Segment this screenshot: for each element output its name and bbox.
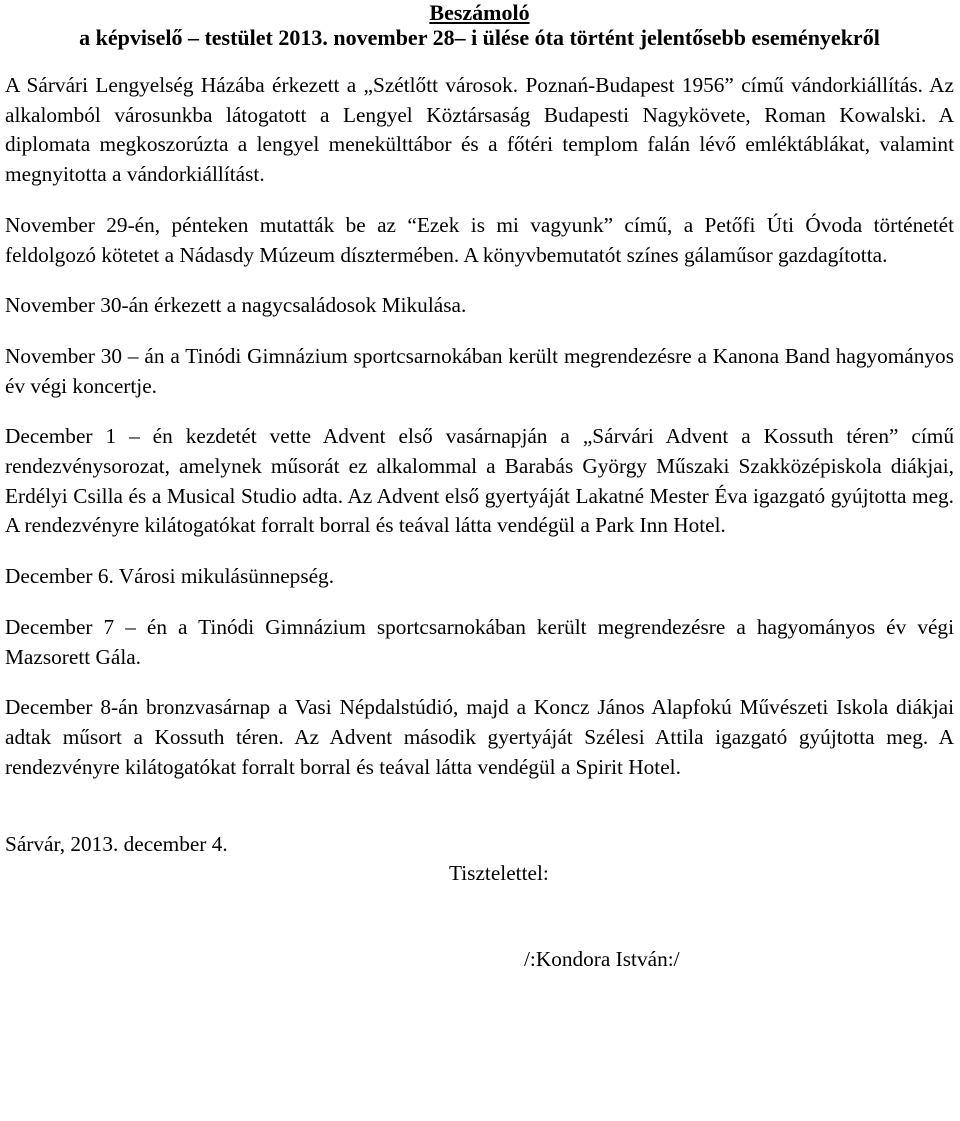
document-title bbox=[5, 0, 954, 25]
document-subtitle: a képviselő – testület 2013. november 28– i ülése óta történt jelentősebb eseményekről bbox=[79, 25, 880, 50]
closing-greeting: Tisztelettel: bbox=[449, 861, 549, 886]
paragraph-city-mikulas: December 6. Városi mikulásünnepség. bbox=[5, 564, 335, 589]
paragraph-kanona-concert: November 30 – án a Tinódi Gimnázium sportcsarnokában került megrendezésre a Kanona Band hagyományos év végi koncertje. bbox=[5, 343, 954, 398]
paragraph-book-presentation: November 29-én, pénteken mutatták be az “Ezek is mi vagyunk” című, a Petőfi Úti Óvoda történetét feldolgozó kötetet a Nádasdy Múzeum dísztermében. A könyvbemutatót színes gálaműsor gazdagította. bbox=[5, 212, 954, 267]
paragraph-mazsorett-gala: December 7 – én a Tinódi Gimnázium sportcsarnokában került megrendezésre a hagyományos év végi Mazsorett Gála. bbox=[5, 614, 954, 669]
paragraph-polish-exhibition: A Sárvári Lengyelség Házába érkezett a „Szétlőtt városok. Poznań-Budapest 1956” című vándorkiállítás. Az alkalomból városunkba látogatott a Lengyel Köztársaság Budapesti Nagykövete, Roman Kowalski. A diplomata megkoszorúzta a lengyel menekülttábor és a főtéri templom falán lévő emléktáblákat, valamint megnyitotta a vándorkiállítást. bbox=[5, 73, 954, 187]
paragraph-advent-first: December 1 – én kezdetét vette Advent első vasárnapján a „Sárvári Advent a Kossuth téren” című rendezvénysorozat, amelynek műsorát ez alkalommal a Barabás György Műszaki Szakközépiskola diákjai, Erdélyi Csilla és a Musical Studio adta. Az Advent első gyertyáját Lakatné Mester Éva igazgató gyújtotta meg. A rendezvényre kilátogatókat forralt borral és teával látta vendégül a Park Inn Hotel. bbox=[5, 424, 954, 538]
place-and-date: Sárvár, 2013. december 4. bbox=[5, 832, 228, 857]
document-title-text: Beszámoló bbox=[429, 0, 530, 25]
paragraph-advent-second: December 8-án bronzvasárnap a Vasi Népdalstúdió, majd a Koncz János Alapfokú Művészeti Iskola diákjai adtak műsort a Kossuth téren. Az Advent második gyertyáját Szélesi Attila igazgató gyújtotta meg. A rendezvényre kilátogatókat forralt borral és teával látta vendégül a Spirit Hotel. bbox=[5, 695, 954, 779]
signature-name: /:Kondora István:/ bbox=[524, 947, 680, 972]
paragraph-mikulas-families: November 30-án érkezett a nagycsaládosok Mikulása. bbox=[5, 293, 467, 318]
